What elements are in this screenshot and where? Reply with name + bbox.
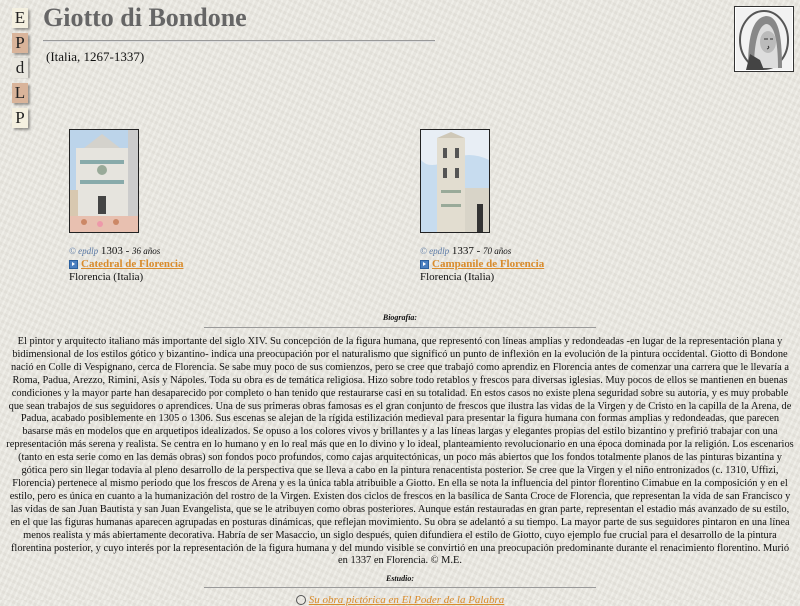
globe-icon [296, 595, 306, 605]
biography-text: El pintor y arquitecto italiano más importante del siglo XIV. Su concepción de la figura humana, que representó con líneas amplias y redondeadas -en lugar de la representación plana y bidimensional de los estilos gótico y bizantino- indica una preocupación por el naturalismo que significó un punto de inflexión en la evolución de la pintura occidental. Giotto di Bondone nació en Colle di Vespignano, cerca de Florencia. Se sabe muy poco de sus comienzos, pero se cree que trabajó como aprendiz en Florencia antes de comenzar una carrera que le llevaría a Roma, Padua, Arezzo, Rimini, Asís y Nápoles. Toda su obra es de temática religiosa. Hizo sobre todo retablos y frescos para diversas iglesias. Muy pocos de ellos se mantienen en buenas condiciones y la mayor parte han desaparecido por completo o han tenido que restaurarse casi en su totalidad. En estos casos no existe plena seguridad sobre su autoría, y es muy probable que sean trabajos de sus seguidores o aprendices. Una de sus primeras obras famosas es el gran conjunto de frescos que ilustra las vidas de la Virgen y de Cristo en la capilla de la Arena, de Padua, acabado posiblemente en 1305 o 1306. Sus escenas se alejan de la rígida estilización medieval para presentar la figura humana con formas amplias y redondeadas, que parecen basarse más en modelos que en arquetipos idealizados. Se opuso a los colores vivos y brillantes y a las líneas largas y elegantes propias del estilo bizantino y prefirió trabajar con una representación más serena y realista. Se centra en lo humano y en lo real más que en lo divino y lo ideal, planteamiento revolucionario en una época dominada por la religión. Los escenarios (tanto en esta serie como en las demás obras) son fondos poco profundos, como cajas arquitectónicas, un poco más abiertos que los fondos totalmente planos de las pinturas bizantina y gótica pero sin llegar todavía al pleno desarrollo de la perspectiva que se lleva a cabo en la pintura renacentista posterior. Se cree que la Virgen y el niño entronizados (c. 1310, Uffizi, Florencia) pertenece al mismo periodo que los frescos de Arena y es la única tabla atribuible a Giotto. En ella se nota la influencia del pintor florentino Cimabue en la composición y en el estilo, pero es única en cuanto a la humanización del rostro de la Virgen. Existen dos ciclos de frescos en la basílica de Santa Croce de Florencia, que representan la vida de san Francisco y las vidas de san Juan Bautista y san Juan Evangelista, que se le atribuyen como obras posteriores. Aunque están restauradas en gran parte, representan el estadio más avanzado de su estilo, en el que las figuras humanas aparecen agrupadas en posturas dinámicas, que reflejan movimiento. Su obra se adelantó a su tiempo. La mayor parte de sus seguidores pintaron en una línea menos realista y más abiertamente decorativa. Habría de ser Masaccio, un siglo después, quien difundiera el estilo de Giotto, cuyo ejemplo fue crucial para el desarrollo de la pintura florentina posterior, y cuyo interés por la representación de la figura humana y del mundo visible se convirtió en una preocupación predominante durante el renacimiento florentino. Murió en 1337 en Florencia. © M.E. [6, 336, 794, 567]
biography-heading: Biografía: [382, 313, 418, 322]
side-nav [12, 8, 30, 133]
nav-tile-e[interactable]: E [12, 8, 28, 28]
photo-credit: © epdlp [420, 246, 450, 256]
study-link-row [0, 594, 800, 606]
artist-age: 70 años [483, 246, 512, 256]
cathedral-photo[interactable] [69, 129, 139, 233]
nav-tile-p[interactable]: P [12, 33, 28, 53]
study-heading: Estudio: [385, 574, 414, 583]
play-bullet-icon [69, 260, 78, 269]
biography-divider [204, 327, 596, 328]
work-title-link[interactable]: Catedral de Florencia [81, 258, 184, 270]
work-location: Florencia (Italia) [420, 271, 495, 283]
nav-tile-l[interactable]: L [12, 83, 28, 103]
work-year: 1337 [451, 245, 474, 257]
work-card [69, 129, 329, 284]
artist-origin: (Italia, 1267-1337) [46, 49, 145, 64]
work-title-link[interactable]: Campanile de Florencia [432, 258, 545, 270]
nav-tile-p2[interactable]: P [12, 108, 28, 128]
portrait-engraving-icon [736, 8, 792, 70]
work-year: 1303 [100, 245, 123, 257]
work-card [420, 129, 680, 284]
campanile-photo[interactable] [420, 129, 490, 233]
artist-portrait [734, 6, 794, 72]
artist-age: 36 años [132, 246, 161, 256]
study-divider [204, 587, 596, 588]
photo-credit: © epdlp [69, 246, 99, 256]
work-location: Florencia (Italia) [69, 271, 144, 283]
title-divider [43, 40, 435, 42]
page-title: Giotto di Bondone [43, 3, 247, 32]
play-bullet-icon [420, 260, 429, 269]
year-separator: - [122, 245, 133, 257]
year-separator: - [473, 245, 484, 257]
nav-tile-d[interactable]: d [12, 58, 28, 78]
study-link[interactable]: Su obra pictórica en El Poder de la Palabra [308, 594, 505, 606]
